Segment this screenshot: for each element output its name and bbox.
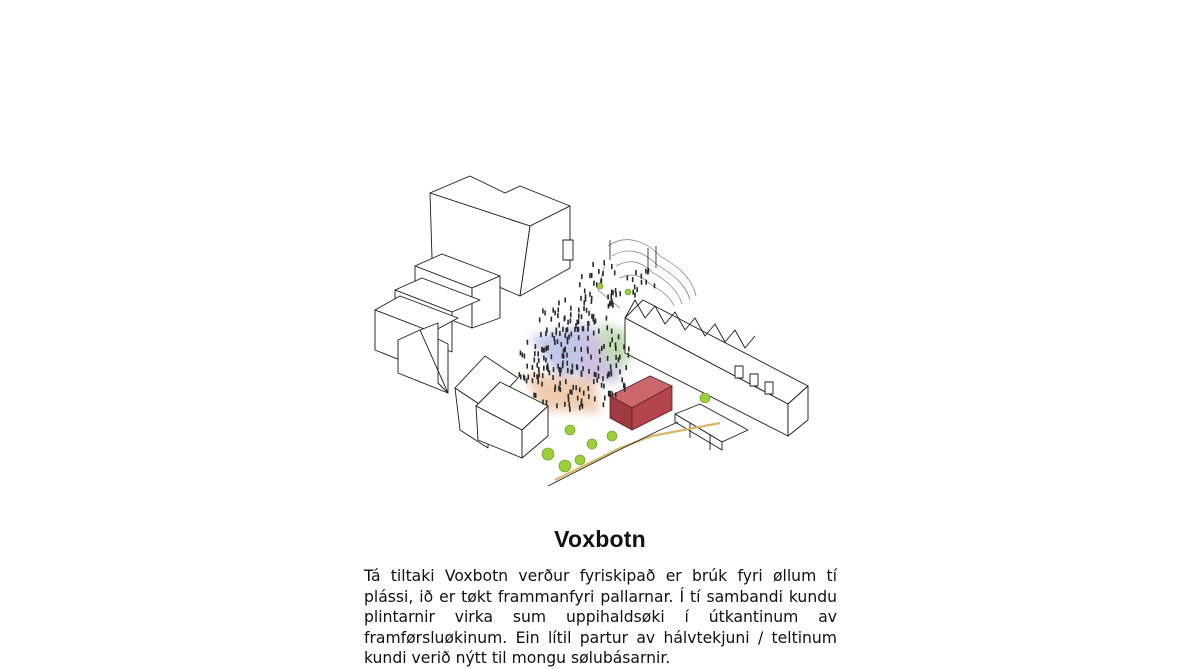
person-figure: [578, 314, 580, 319]
person-figure: [623, 345, 625, 350]
person-figure: [634, 285, 636, 290]
diagram-title: Voxbotn: [554, 526, 646, 552]
person-figure: [535, 344, 537, 349]
person-figure: [569, 402, 571, 407]
person-figure: [552, 332, 554, 337]
tree: [625, 289, 631, 295]
person-figure: [569, 407, 571, 412]
person-figure: [603, 384, 605, 389]
person-figure: [552, 375, 554, 380]
person-figure: [601, 383, 603, 388]
person-figure: [564, 402, 566, 407]
person-figure: [578, 308, 580, 313]
person-figure: [537, 351, 539, 356]
person-figure: [542, 400, 544, 405]
person-figure: [581, 357, 583, 362]
person-figure: [581, 371, 583, 376]
person-figure: [540, 332, 542, 337]
person-figure: [607, 325, 609, 330]
person-figure: [641, 280, 643, 285]
person-figure: [579, 282, 581, 287]
person-figure: [564, 315, 566, 320]
person-figure: [567, 368, 569, 373]
person-figure: [577, 396, 579, 401]
person-figure: [611, 329, 613, 334]
person-figure: [522, 352, 524, 357]
person-figure: [618, 357, 620, 362]
person-figure: [612, 302, 614, 307]
person-figure: [618, 334, 620, 339]
person-figure: [607, 356, 609, 361]
person-figure: [601, 278, 603, 283]
person-figure: [589, 273, 591, 278]
person-figure: [541, 347, 543, 352]
person-figure: [583, 306, 585, 311]
person-figure: [580, 347, 582, 352]
person-figure: [571, 332, 573, 337]
person-figure: [564, 346, 566, 351]
person-figure: [541, 382, 543, 387]
person-figure: [604, 396, 606, 401]
person-figure: [573, 385, 575, 390]
person-figure: [562, 327, 564, 332]
person-figure: [602, 376, 604, 381]
person-figure: [581, 314, 583, 319]
person-figure: [562, 353, 564, 358]
tree: [607, 431, 617, 441]
person-figure: [567, 337, 569, 342]
person-figure: [628, 347, 630, 352]
person-figure: [654, 283, 656, 288]
person-figure: [610, 294, 612, 299]
person-figure: [601, 346, 603, 351]
isometric-site-diagram: [360, 168, 820, 498]
person-figure: [539, 317, 541, 322]
person-figure: [534, 372, 536, 377]
person-figure: [636, 287, 638, 292]
person-figure: [580, 296, 582, 301]
person-figure: [526, 378, 528, 383]
person-figure: [591, 314, 593, 319]
person-figure: [554, 387, 556, 392]
person-figure: [535, 393, 537, 398]
person-figure: [570, 318, 572, 323]
person-figure: [608, 371, 610, 376]
person-figure: [570, 370, 572, 375]
person-figure: [574, 347, 576, 352]
person-figure: [572, 364, 574, 369]
person-figure: [579, 387, 581, 392]
person-figure: [558, 307, 560, 312]
person-figure: [551, 354, 553, 359]
person-figure: [591, 299, 593, 304]
person-figure: [645, 269, 647, 274]
person-figure: [581, 398, 583, 403]
person-figure: [560, 387, 562, 392]
person-figure: [588, 394, 590, 399]
person-figure: [645, 280, 647, 285]
tree: [587, 439, 597, 449]
person-figure: [635, 270, 637, 275]
person-figure: [610, 364, 612, 369]
person-figure: [545, 347, 547, 352]
person-figure: [625, 365, 627, 370]
hill-contours: [598, 240, 696, 308]
person-figure: [587, 326, 589, 331]
person-figure: [564, 298, 566, 303]
tree: [542, 448, 554, 460]
person-figure: [558, 300, 560, 305]
lamp-posts: [610, 240, 656, 272]
person-figure: [567, 361, 569, 366]
building-canopy: [675, 404, 748, 450]
person-figure: [615, 288, 617, 293]
person-figure: [565, 333, 567, 338]
person-figure: [520, 351, 522, 356]
person-figure: [589, 292, 591, 297]
person-figure: [609, 342, 611, 347]
tree: [597, 283, 603, 289]
person-figure: [603, 260, 605, 265]
person-figure: [610, 369, 612, 374]
person-figure: [567, 327, 569, 332]
person-figure: [538, 372, 540, 377]
person-figure: [561, 342, 563, 347]
person-figure: [614, 270, 616, 275]
person-figure: [567, 320, 569, 325]
person-figure: [634, 293, 636, 298]
person-figure: [546, 365, 548, 370]
person-figure: [588, 369, 590, 374]
person-figure: [538, 358, 540, 363]
person-figure: [579, 405, 581, 410]
person-figure: [621, 377, 623, 382]
person-figure: [556, 328, 558, 333]
person-figure: [545, 331, 547, 336]
person-figure: [584, 289, 586, 294]
person-figure: [594, 396, 596, 401]
person-figure: [545, 358, 547, 363]
person-figure: [592, 262, 594, 267]
person-figure: [542, 373, 544, 378]
person-figure: [557, 339, 559, 344]
person-figure: [532, 365, 534, 370]
person-figure: [578, 319, 580, 324]
person-figure: [615, 355, 617, 360]
person-figure: [602, 271, 604, 276]
person-figure: [544, 311, 546, 316]
person-figure: [570, 306, 572, 311]
person-figure: [611, 289, 613, 294]
person-figure: [582, 366, 584, 371]
person-figure: [619, 369, 621, 374]
person-figure: [591, 273, 593, 278]
person-figure: [610, 391, 612, 396]
person-figure: [608, 304, 610, 309]
person-figure: [520, 374, 522, 379]
person-figure: [554, 310, 556, 315]
person-figure: [603, 344, 605, 349]
person-figure: [566, 353, 568, 358]
person-figure: [619, 355, 621, 360]
person-figure: [641, 274, 643, 279]
person-figure: [603, 402, 605, 407]
person-figure: [606, 316, 608, 321]
person-figure: [568, 334, 570, 339]
person-figure: [527, 340, 529, 345]
person-figure: [524, 354, 526, 359]
person-figure: [547, 345, 549, 350]
person-figure: [526, 364, 528, 369]
person-figure: [536, 363, 538, 368]
person-figure: [544, 348, 546, 353]
person-figure: [593, 281, 595, 286]
tree: [575, 455, 585, 465]
person-figure: [607, 294, 609, 299]
person-figure: [553, 367, 555, 372]
person-figure: [598, 374, 600, 379]
person-figure: [619, 291, 621, 296]
person-figure: [565, 379, 567, 384]
person-figure: [587, 336, 589, 341]
person-figure: [563, 348, 565, 353]
person-figure: [587, 346, 589, 351]
person-figure: [524, 376, 526, 381]
person-figure: [554, 340, 556, 345]
person-figure: [599, 358, 601, 363]
person-figure: [616, 363, 618, 368]
person-figure: [611, 337, 613, 342]
person-figure: [611, 264, 613, 269]
person-figure: [578, 335, 580, 340]
person-figure: [575, 385, 577, 390]
person-figure: [586, 308, 588, 313]
person-figure: [533, 393, 535, 398]
person-figure: [546, 400, 548, 405]
person-figure: [623, 383, 625, 388]
person-figure: [615, 346, 617, 351]
person-figure: [593, 314, 595, 319]
person-figure: [570, 312, 572, 317]
person-figure: [598, 366, 600, 371]
person-figure: [557, 313, 559, 318]
person-figure: [569, 389, 571, 394]
building-houses-bottom-left: [455, 356, 548, 458]
person-figure: [583, 300, 585, 305]
person-figure: [590, 355, 592, 360]
person-figure: [534, 357, 536, 362]
person-figure: [558, 386, 560, 391]
person-figure: [627, 275, 629, 280]
person-figure: [628, 353, 630, 358]
person-figure: [587, 321, 589, 326]
person-figure: [532, 378, 534, 383]
person-figure: [632, 277, 634, 282]
stage-red-block: [610, 376, 672, 430]
person-figure: [588, 311, 590, 316]
person-figure: [557, 364, 559, 369]
person-figure: [534, 351, 536, 356]
person-figure: [571, 390, 573, 395]
tree: [700, 393, 710, 403]
person-figure: [559, 331, 561, 336]
person-figure: [583, 327, 585, 332]
person-figure: [608, 391, 610, 396]
person-figure: [583, 391, 585, 396]
person-figure: [595, 319, 597, 324]
person-figure: [615, 392, 617, 397]
person-figure: [632, 290, 634, 295]
person-figure: [598, 269, 600, 274]
person-figure: [552, 308, 554, 313]
person-figure: [593, 331, 595, 336]
person-figure: [538, 367, 540, 372]
person-figure: [615, 292, 617, 297]
person-figure: [543, 366, 545, 371]
person-figure: [598, 329, 600, 334]
person-figure: [519, 372, 521, 377]
person-figure: [559, 368, 561, 373]
person-figure: [577, 365, 579, 370]
person-figure: [581, 274, 583, 279]
person-figure: [577, 327, 579, 332]
person-figure: [610, 301, 612, 306]
person-figure: [612, 391, 614, 396]
person-figure: [551, 317, 553, 322]
person-figure: [599, 349, 601, 354]
person-figure: [596, 378, 598, 383]
person-figure: [588, 386, 590, 391]
person-figure: [559, 381, 561, 386]
person-figure: [542, 308, 544, 313]
person-figure: [595, 372, 597, 377]
tree: [565, 425, 575, 435]
person-figure: [562, 360, 564, 365]
tree: [559, 460, 571, 472]
person-figure: [543, 356, 545, 361]
person-figure: [594, 372, 596, 377]
person-figure: [556, 403, 558, 408]
person-figure: [528, 375, 530, 380]
person-figure: [593, 379, 595, 384]
person-figure: [558, 323, 560, 328]
description-paragraph: Tá tiltaki Voxbotn verður fyriskipað er brúk fyri øllum tí plássi, ið er tøkt frammanfyri pallarnar. Í tí sambandi kundu plintarnir virka sum uppihaldsøki í útkantinum av framførsluøkinum. Ein lítil partur av hálvtekjuni / teltinum kundi verið nýtt til mongu sølubásarnir.: [364, 567, 837, 667]
person-figure: [568, 397, 570, 402]
